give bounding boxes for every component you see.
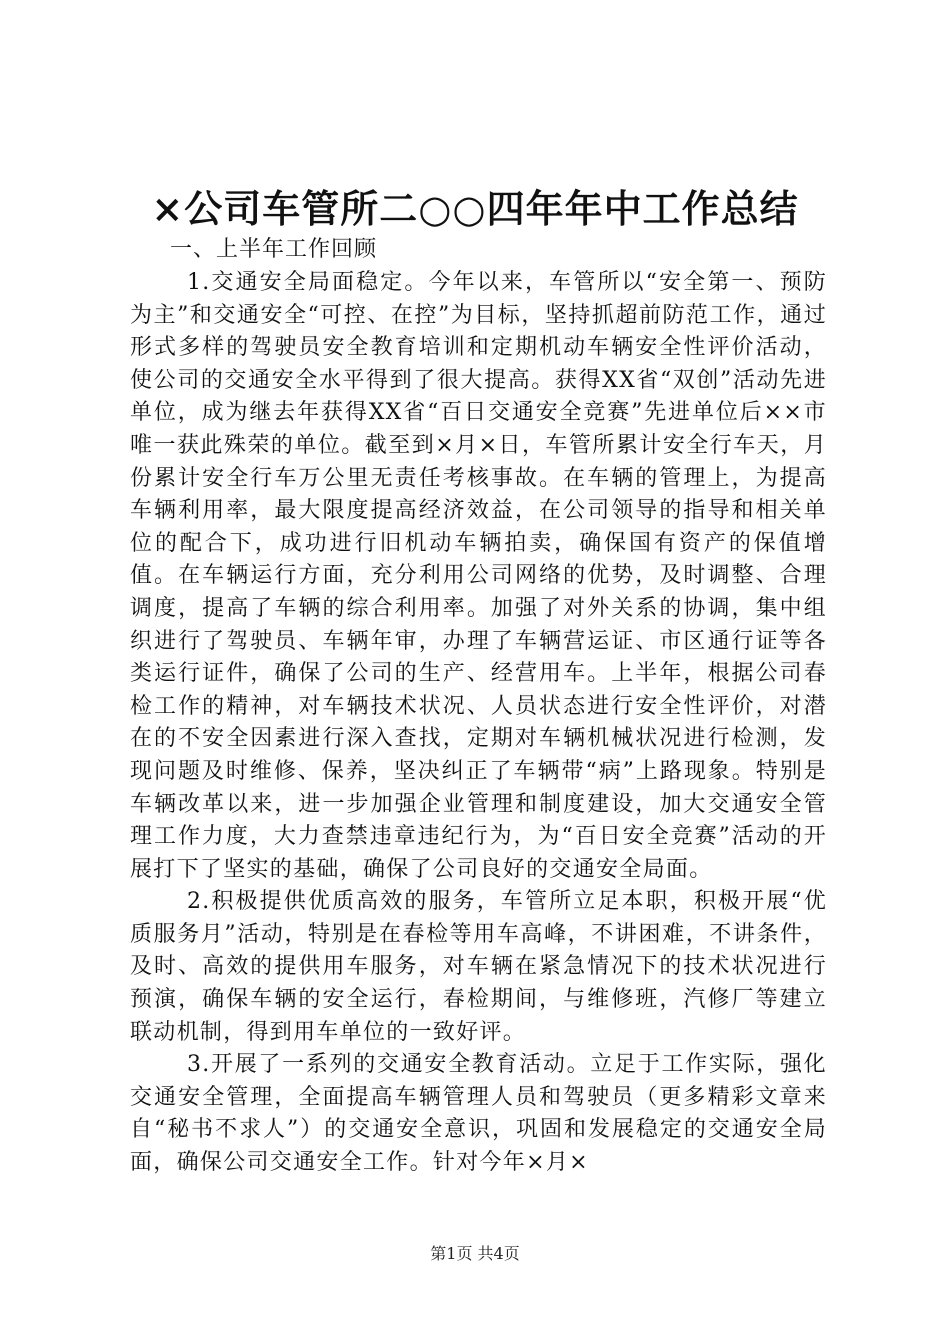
section-heading: 一、上半年工作回顾	[170, 237, 378, 262]
document-body	[130, 233, 827, 1180]
paragraph-2: 2.积极提供优质高效的服务，车管所立足本职，积极开展“优质服务月”活动，特别是在春检等用车高峰，不讲困难，不讲条件，及时、高效的提供用车服务，对车辆在紧急情况下的技术状况进行预演，确保车辆的安全运行，春检期间，与维修班，汽修厂等建立联动机制，得到用车单位的一致好评。	[130, 889, 827, 1045]
document-title: ×公司车管所二○○四年年中工作总结	[151, 186, 799, 231]
page-footer: 第1页 共4页	[430, 1244, 520, 1263]
paragraph-3: 3.开展了一系列的交通安全教育活动。立足于工作实际，强化交通安全管理，全面提高车辆管理人员和驾驶员（更多精彩文章来自“秘书不求人”）的交通安全意识，巩固和发展稳定的交通安全局面，确保公司交通安全工作。针对今年×月×	[130, 1052, 827, 1176]
paragraph-1: 1.交通安全局面稳定。今年以来，车管所以“安全第一、预防为主”和交通安全“可控、在控”为目标，坚持抓超前防范工作，通过形式多样的驾驶员安全教育培训和定期机动车辆安全性评价活动，使公司的交通安全水平得到了很大提高。获得XX省“双创”活动先进单位，成为继去年获得XX省“百日交通安全竞赛”先进单位后××市唯一获此殊荣的单位。截至到×月×日，车管所累计安全行车天，月份累计安全行车万公里无责任考核事故。在车辆的管理上，为提高车辆利用率，最大限度提高经济效益，在公司领导的指导和相关单位的配合下，成功进行旧机动车辆拍卖，确保国有资产的保值增值。在车辆运行方面，充分利用公司网络的优势，及时调整、合理调度，提高了车辆的综合利用率。加强了对外关系的协调，集中组织进行了驾驶员、车辆年审，办理了车辆营运证、市区通行证等各类运行证件，确保了公司的生产、经营用车。上半年，根据公司春检工作的精神，对车辆技术状况、人员状态进行安全性评价，对潜在的不安全因素进行深入查找，定期对车辆机械状况进行检测，发现问题及时维修、保养，坚决纠正了车辆带“病”上路现象。特别是车辆改革以来，进一步加强企业管理和制度建设，加大交通安全管理工作力度，大力查禁违章违纪行为，为“百日安全竞赛”活动的开展打下了坚实的基础，确保了公司良好的交通安全局面。	[130, 270, 827, 882]
